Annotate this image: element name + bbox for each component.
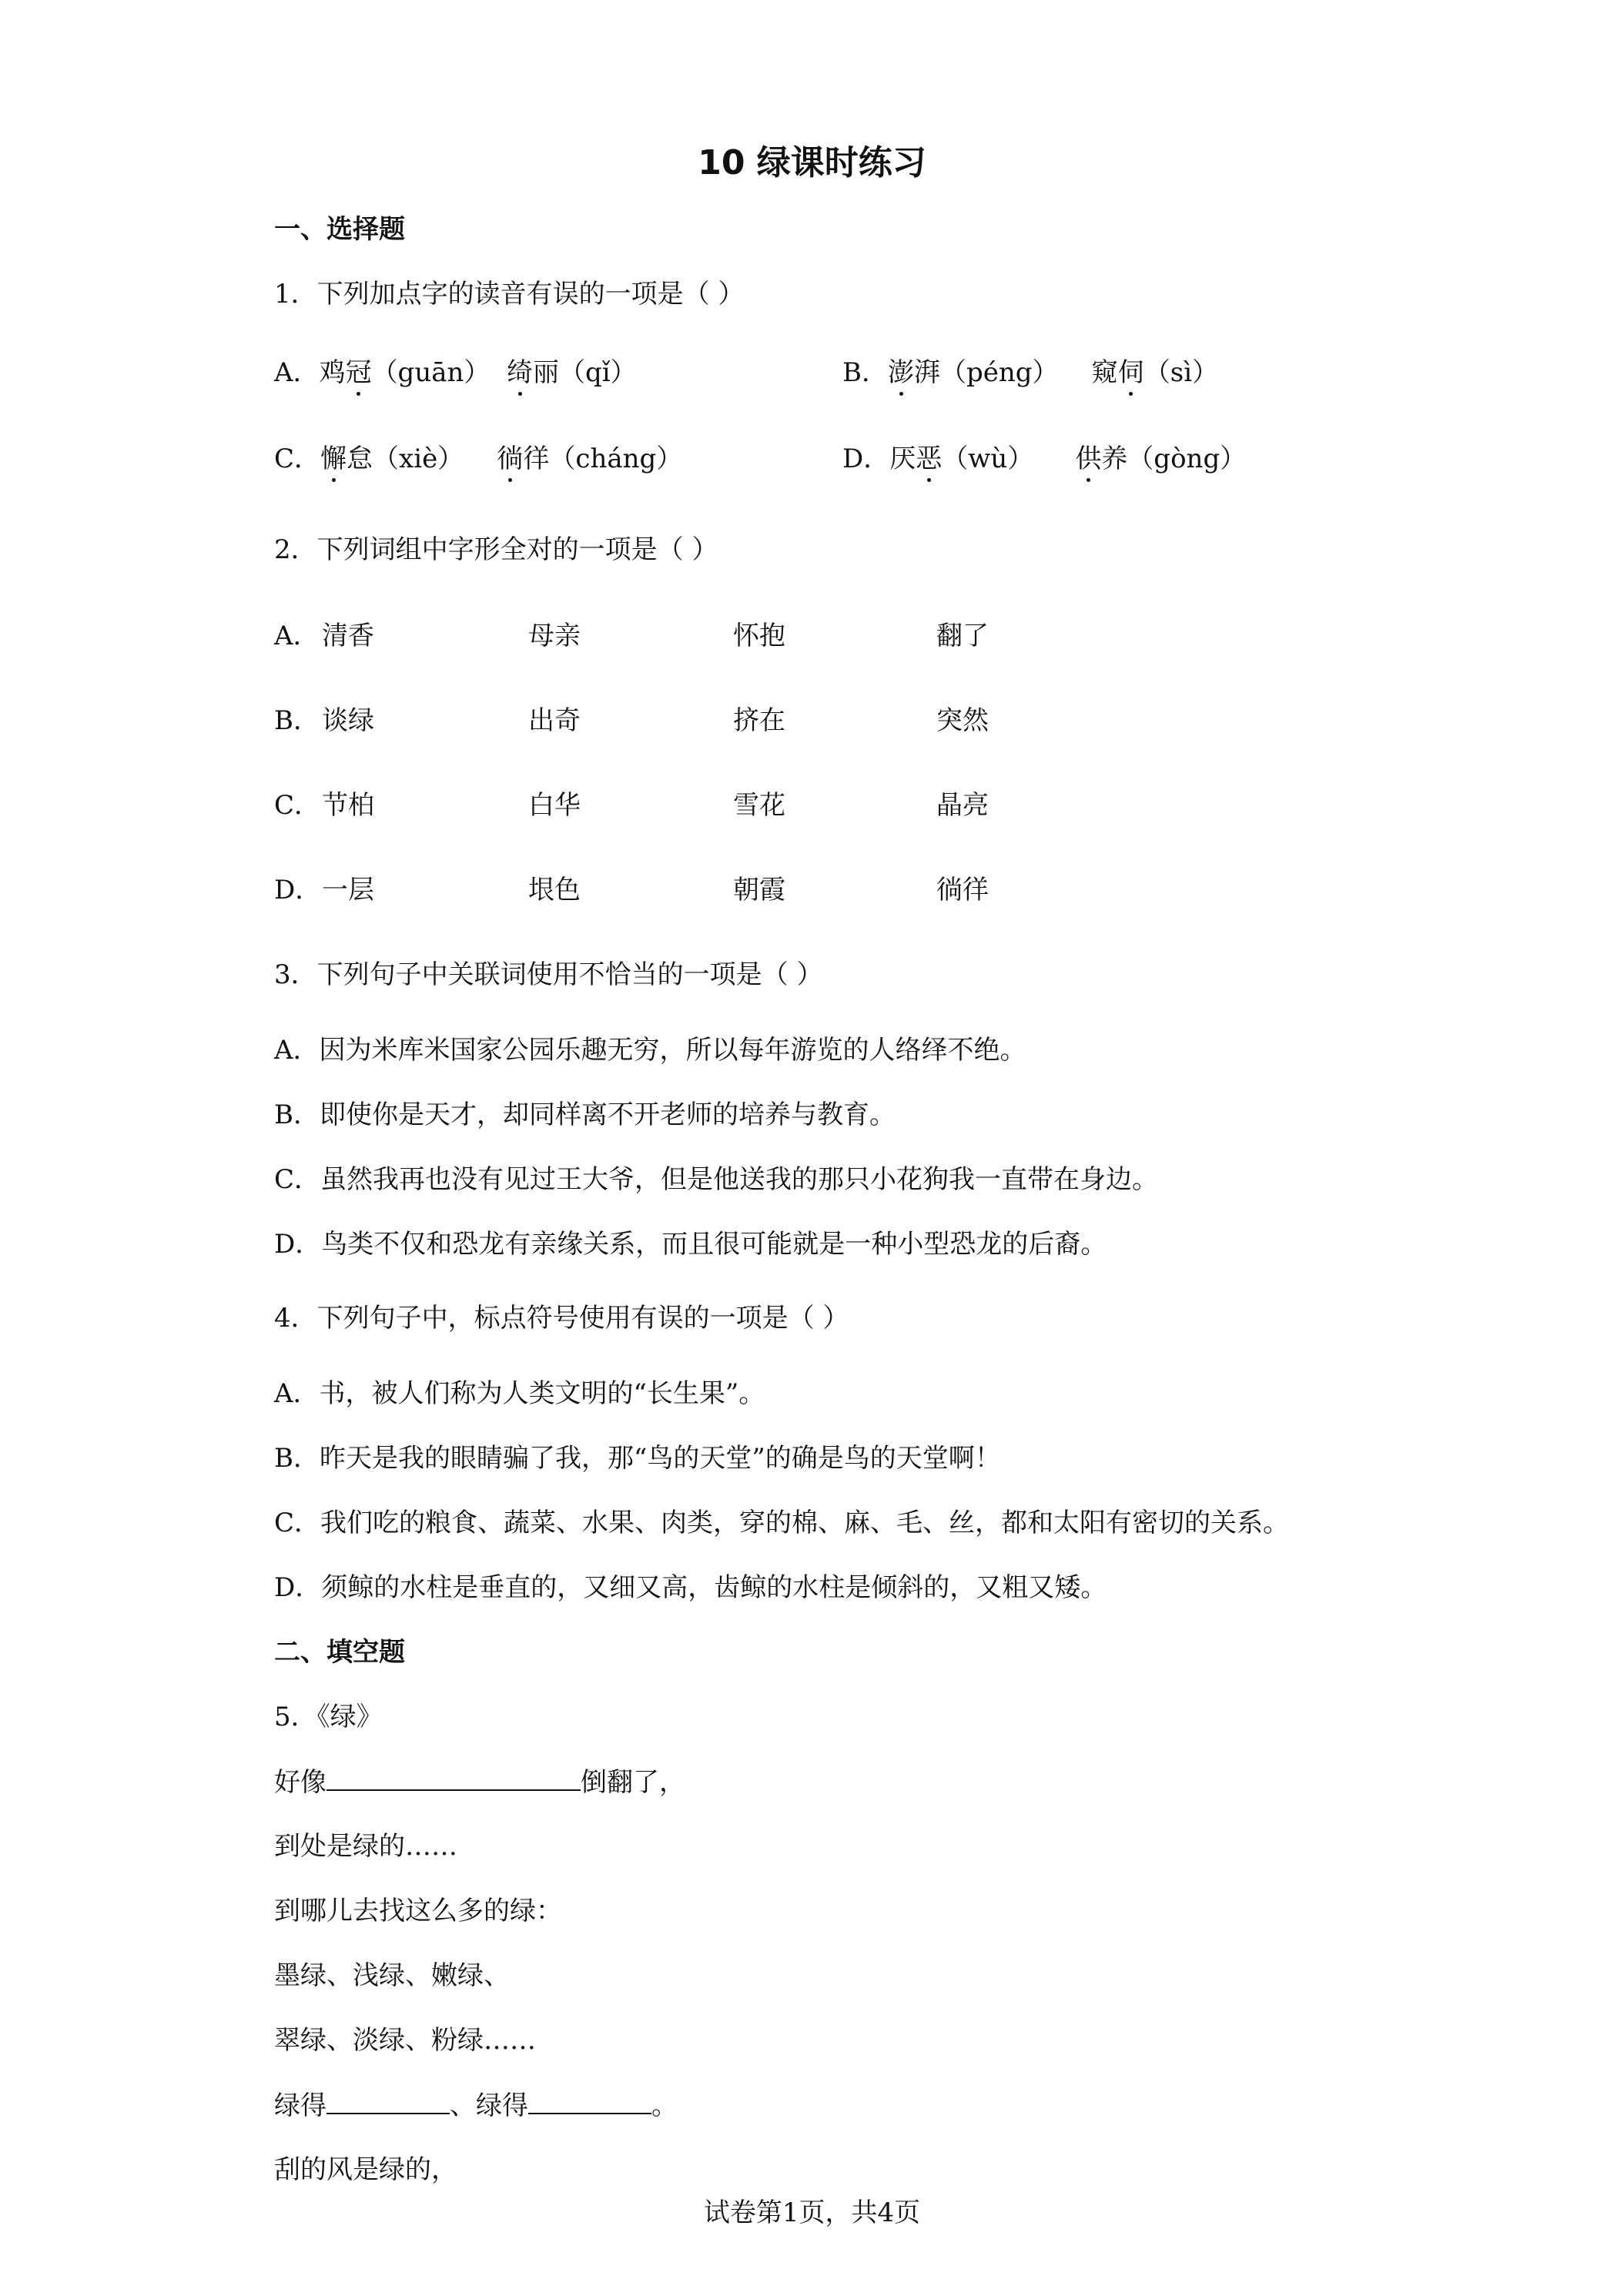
- question-2-stem: 2．下列词组中字形全对的一项是（ ）: [274, 534, 718, 565]
- question-4-stem: 4．下列句子中，标点符号使用有误的一项是（ ）: [274, 1303, 849, 1334]
- question-4-option-b: B．昨天是我的眼睛骗了我，那“鸟的天堂”的确是鸟的天堂啊！: [274, 1443, 1001, 1474]
- question-3-stem: 3．下列句子中关联词使用不恰当的一项是（ ）: [274, 959, 823, 990]
- question-5-stem: 5．《绿》: [274, 1702, 383, 1732]
- exam-page: 10 绿课时练习 一、选择题 1．下列加点字的读音有误的一项是（ ） A．鸡冠（guān） 绮丽（qǐ） B．澎湃（péng） 窥伺（sì） C．懈怠（xiè） 徜徉（cháng） D．厌恶（wù） 供养（gòng） 2．下列词组中字形全对的一项是（ ） A． 清香 母亲 怀抱 翻了 B． 谈绿 出奇 挤在 突然 C． 节柏 白华 雪花 晶亮 D． 一层 垠色 朝霞 徜徉 3．下列句子中关联词使用不恰当的一项是（ ） A．因为米库米国家公园乐趣无穷，所以每年游览的人络绎不绝。 B．即使你是天才，却同样离不开老师的培养与教育。 C．虽然我再也没有见过王大爷，但是他送我的那只小花狗我一直带在身边。 D．鸟类不仅和恐龙有亲缘关系，而且很可能就是一种小型恐龙的后裔。 4．下列句子中，标点符号使用有误的一项是（ ） A．书，被人们称为人类文明的“长生果”。 B．昨天是我的眼睛骗了我，那“鸟的天堂”的确是鸟的天堂啊！ C．我们吃的粮食、蔬菜、水果、肉类，穿的棉、麻、毛、丝，都和太阳有密切的关系。 D．须鲸的水柱是垂直的，又细又高，齿鲸的水柱是倾斜的，又粗又矮。 二、填空题 5．《绿》 好像 倒翻了， 到处是绿的…… 到哪儿去找这么多的绿： 墨绿、浅绿、嫩绿、 翠绿、淡绿、粉绿…… 绿得 、绿得 。 刮的风是绿的， 试卷第1页，共4页: [0, 0, 1624, 2296]
- question-3-option-b: B．即使你是天才，却同样离不开老师的培养与教育。: [274, 1099, 896, 1130]
- page-footer: 试卷第1页，共4页: [703, 2197, 921, 2228]
- question-5-line-4: 墨绿、浅绿、嫩绿、: [274, 1960, 510, 1991]
- question-1-option-b: B．澎湃（péng） 窥伺（sì）: [842, 357, 1219, 388]
- fill-blank-2[interactable]: [326, 2088, 450, 2114]
- section-heading-fill: 二、填空题: [274, 1637, 405, 1668]
- question-5-line-2: 到处是绿的……: [274, 1831, 457, 1862]
- question-5-line-6: 绿得 、绿得 。: [274, 2088, 678, 2123]
- question-3-option-c: C．虽然我再也没有见过王大爷，但是他送我的那只小花狗我一直带在身边。: [274, 1164, 1159, 1195]
- fill-blank-3[interactable]: [528, 2088, 651, 2114]
- question-4-option-a: A．书，被人们称为人类文明的“长生果”。: [274, 1378, 765, 1409]
- question-1-stem: 1．下列加点字的读音有误的一项是（ ）: [274, 279, 745, 310]
- question-5-line-1: 好像 倒翻了，: [274, 1765, 685, 1799]
- section-heading-choice: 一、选择题: [274, 214, 405, 245]
- question-5-line-7: 刮的风是绿的，: [274, 2154, 457, 2185]
- question-1-option-a: A．鸡冠（guān） 绮丽（qǐ）: [274, 357, 637, 388]
- page-title: 10 绿课时练习: [698, 143, 926, 182]
- question-3-option-a: A．因为米库米国家公园乐趣无穷，所以每年游览的人络绎不绝。: [274, 1035, 1026, 1066]
- question-5-line-3: 到哪儿去找这么多的绿：: [274, 1896, 562, 1926]
- question-1-option-d: D．厌恶（wù） 供养（gòng）: [842, 443, 1247, 474]
- question-1-option-c: C．懈怠（xiè） 徜徉（cháng）: [274, 443, 683, 474]
- question-4-option-d: D．须鲸的水柱是垂直的，又细又高，齿鲸的水柱是倾斜的，又粗又矮。: [274, 1572, 1107, 1603]
- question-4-option-c: C．我们吃的粮食、蔬菜、水果、肉类，穿的棉、麻、毛、丝，都和太阳有密切的关系。: [274, 1508, 1290, 1538]
- question-3-option-d: D．鸟类不仅和恐龙有亲缘关系，而且很可能就是一种小型恐龙的后裔。: [274, 1229, 1107, 1260]
- fill-blank-1[interactable]: [326, 1765, 581, 1791]
- question-5-line-5: 翠绿、淡绿、粉绿……: [274, 2025, 536, 2056]
